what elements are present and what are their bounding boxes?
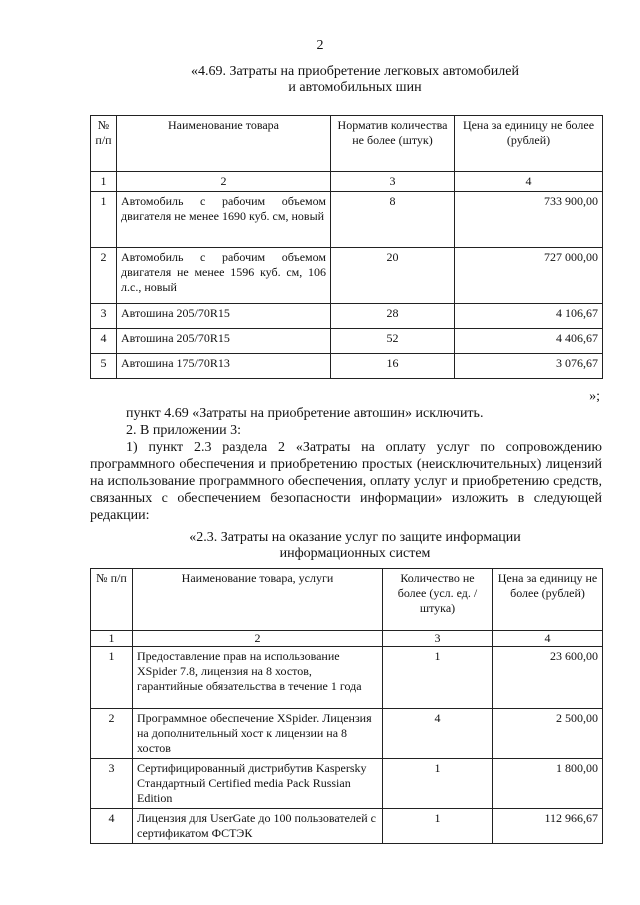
row-num: 3 (91, 304, 117, 329)
row-name: Предоставление прав на использование XSpider 7.8, лицензия на 8 хостов, гарантийные обязательства в течение 1 года (133, 647, 383, 709)
row-name: Автомобиль с рабочим объемом двигателя не менее 1690 куб. см, новый (117, 192, 331, 248)
row-num: 5 (91, 354, 117, 379)
page-number: 2 (316, 38, 324, 53)
row-price: 2 500,00 (493, 709, 603, 759)
row-price: 4 106,67 (455, 304, 603, 329)
row-num: 4 (91, 329, 117, 354)
header-price: Цена за единицу не более (рублей) (455, 116, 603, 172)
table-row (91, 354, 603, 379)
row-num: 3 (91, 759, 133, 809)
row-price: 23 600,00 (493, 647, 603, 709)
row-num: 2 (91, 248, 117, 304)
row-qty: 1 (383, 647, 493, 709)
row-num: 2 (91, 709, 133, 759)
vehicles-table (90, 115, 603, 379)
row-qty: 8 (331, 192, 455, 248)
row-num: 1 (91, 647, 133, 709)
header-price: Цена за единицу не более (рублей) (493, 569, 603, 631)
paragraph-amendment: 1) пункт 2.3 раздела 2 «Затраты на оплату услуг по сопровождению программного обеспечения и приобретению простых (неисключительных) лицензий на использование программного обеспечения, оплату услуг и приобретению средств, связанных с обеспечением безопасности информации» изложить в следующей редакции: (90, 440, 602, 523)
row-qty: 1 (383, 809, 493, 844)
row-qty: 1 (383, 759, 493, 809)
col-index: 4 (455, 172, 603, 192)
quote-close: »; (589, 389, 600, 404)
table-row (91, 192, 603, 248)
section2-title (120, 530, 590, 562)
section1-title-line2: и автомобильных шин (288, 80, 422, 95)
row-price: 3 076,67 (455, 354, 603, 379)
header-qty: Норматив количества не более (штук) (331, 116, 455, 172)
row-num: 1 (91, 192, 117, 248)
section1-title (120, 64, 590, 96)
row-qty: 4 (383, 709, 493, 759)
row-name: Программное обеспечение XSpider. Лицензия на дополнительный хост к лицензии на 8 хостов (133, 709, 383, 759)
col-index: 1 (91, 172, 117, 192)
col-index: 2 (133, 631, 383, 647)
section2-title-line1: «2.3. Затраты на оказание услуг по защите информации (189, 530, 521, 545)
header-num: № п/п (91, 116, 117, 172)
row-num: 4 (91, 809, 133, 844)
col-index: 3 (383, 631, 493, 647)
row-name: Автомобиль с рабочим объемом двигателя не менее 1596 куб. см, 106 л.с., новый (117, 248, 331, 304)
row-name: Автошина 175/70R13 (117, 354, 331, 379)
table-row (91, 304, 603, 329)
row-price: 727 000,00 (455, 248, 603, 304)
section1-title-line1: «4.69. Затраты на приобретение легковых автомобилей (191, 64, 519, 79)
col-index: 2 (117, 172, 331, 192)
header-qty: Количество не более (усл. ед. /штука) (383, 569, 493, 631)
row-price: 4 406,67 (455, 329, 603, 354)
header-num: № п/п (91, 569, 133, 631)
table-row (91, 809, 603, 844)
paragraph-exclude: пункт 4.69 «Затраты на приобретение автошин» исключить. (126, 406, 484, 421)
row-name: Сертифицированный дистрибутив Kaspersky Стандартный Certified media Pack Russian Edition (133, 759, 383, 809)
row-name: Автошина 205/70R15 (117, 304, 331, 329)
row-price: 112 966,67 (493, 809, 603, 844)
row-price: 733 900,00 (455, 192, 603, 248)
header-name: Наименование товара, услуги (133, 569, 383, 631)
row-qty: 20 (331, 248, 455, 304)
table-row (91, 759, 603, 809)
row-qty: 16 (331, 354, 455, 379)
paragraph-appendix: 2. В приложении 3: (126, 423, 242, 438)
section2-title-line2: информационных систем (279, 546, 431, 561)
row-price: 1 800,00 (493, 759, 603, 809)
col-index: 3 (331, 172, 455, 192)
row-qty: 52 (331, 329, 455, 354)
table-row (91, 329, 603, 354)
row-qty: 28 (331, 304, 455, 329)
col-index: 1 (91, 631, 133, 647)
row-name: Автошина 205/70R15 (117, 329, 331, 354)
table-row (91, 248, 603, 304)
row-name: Лицензия для UserGate до 100 пользователей с сертификатом ФСТЭК (133, 809, 383, 844)
col-index: 4 (493, 631, 603, 647)
security-table (90, 568, 603, 844)
table-row (91, 709, 603, 759)
table-row (91, 647, 603, 709)
header-name: Наименование товара (117, 116, 331, 172)
